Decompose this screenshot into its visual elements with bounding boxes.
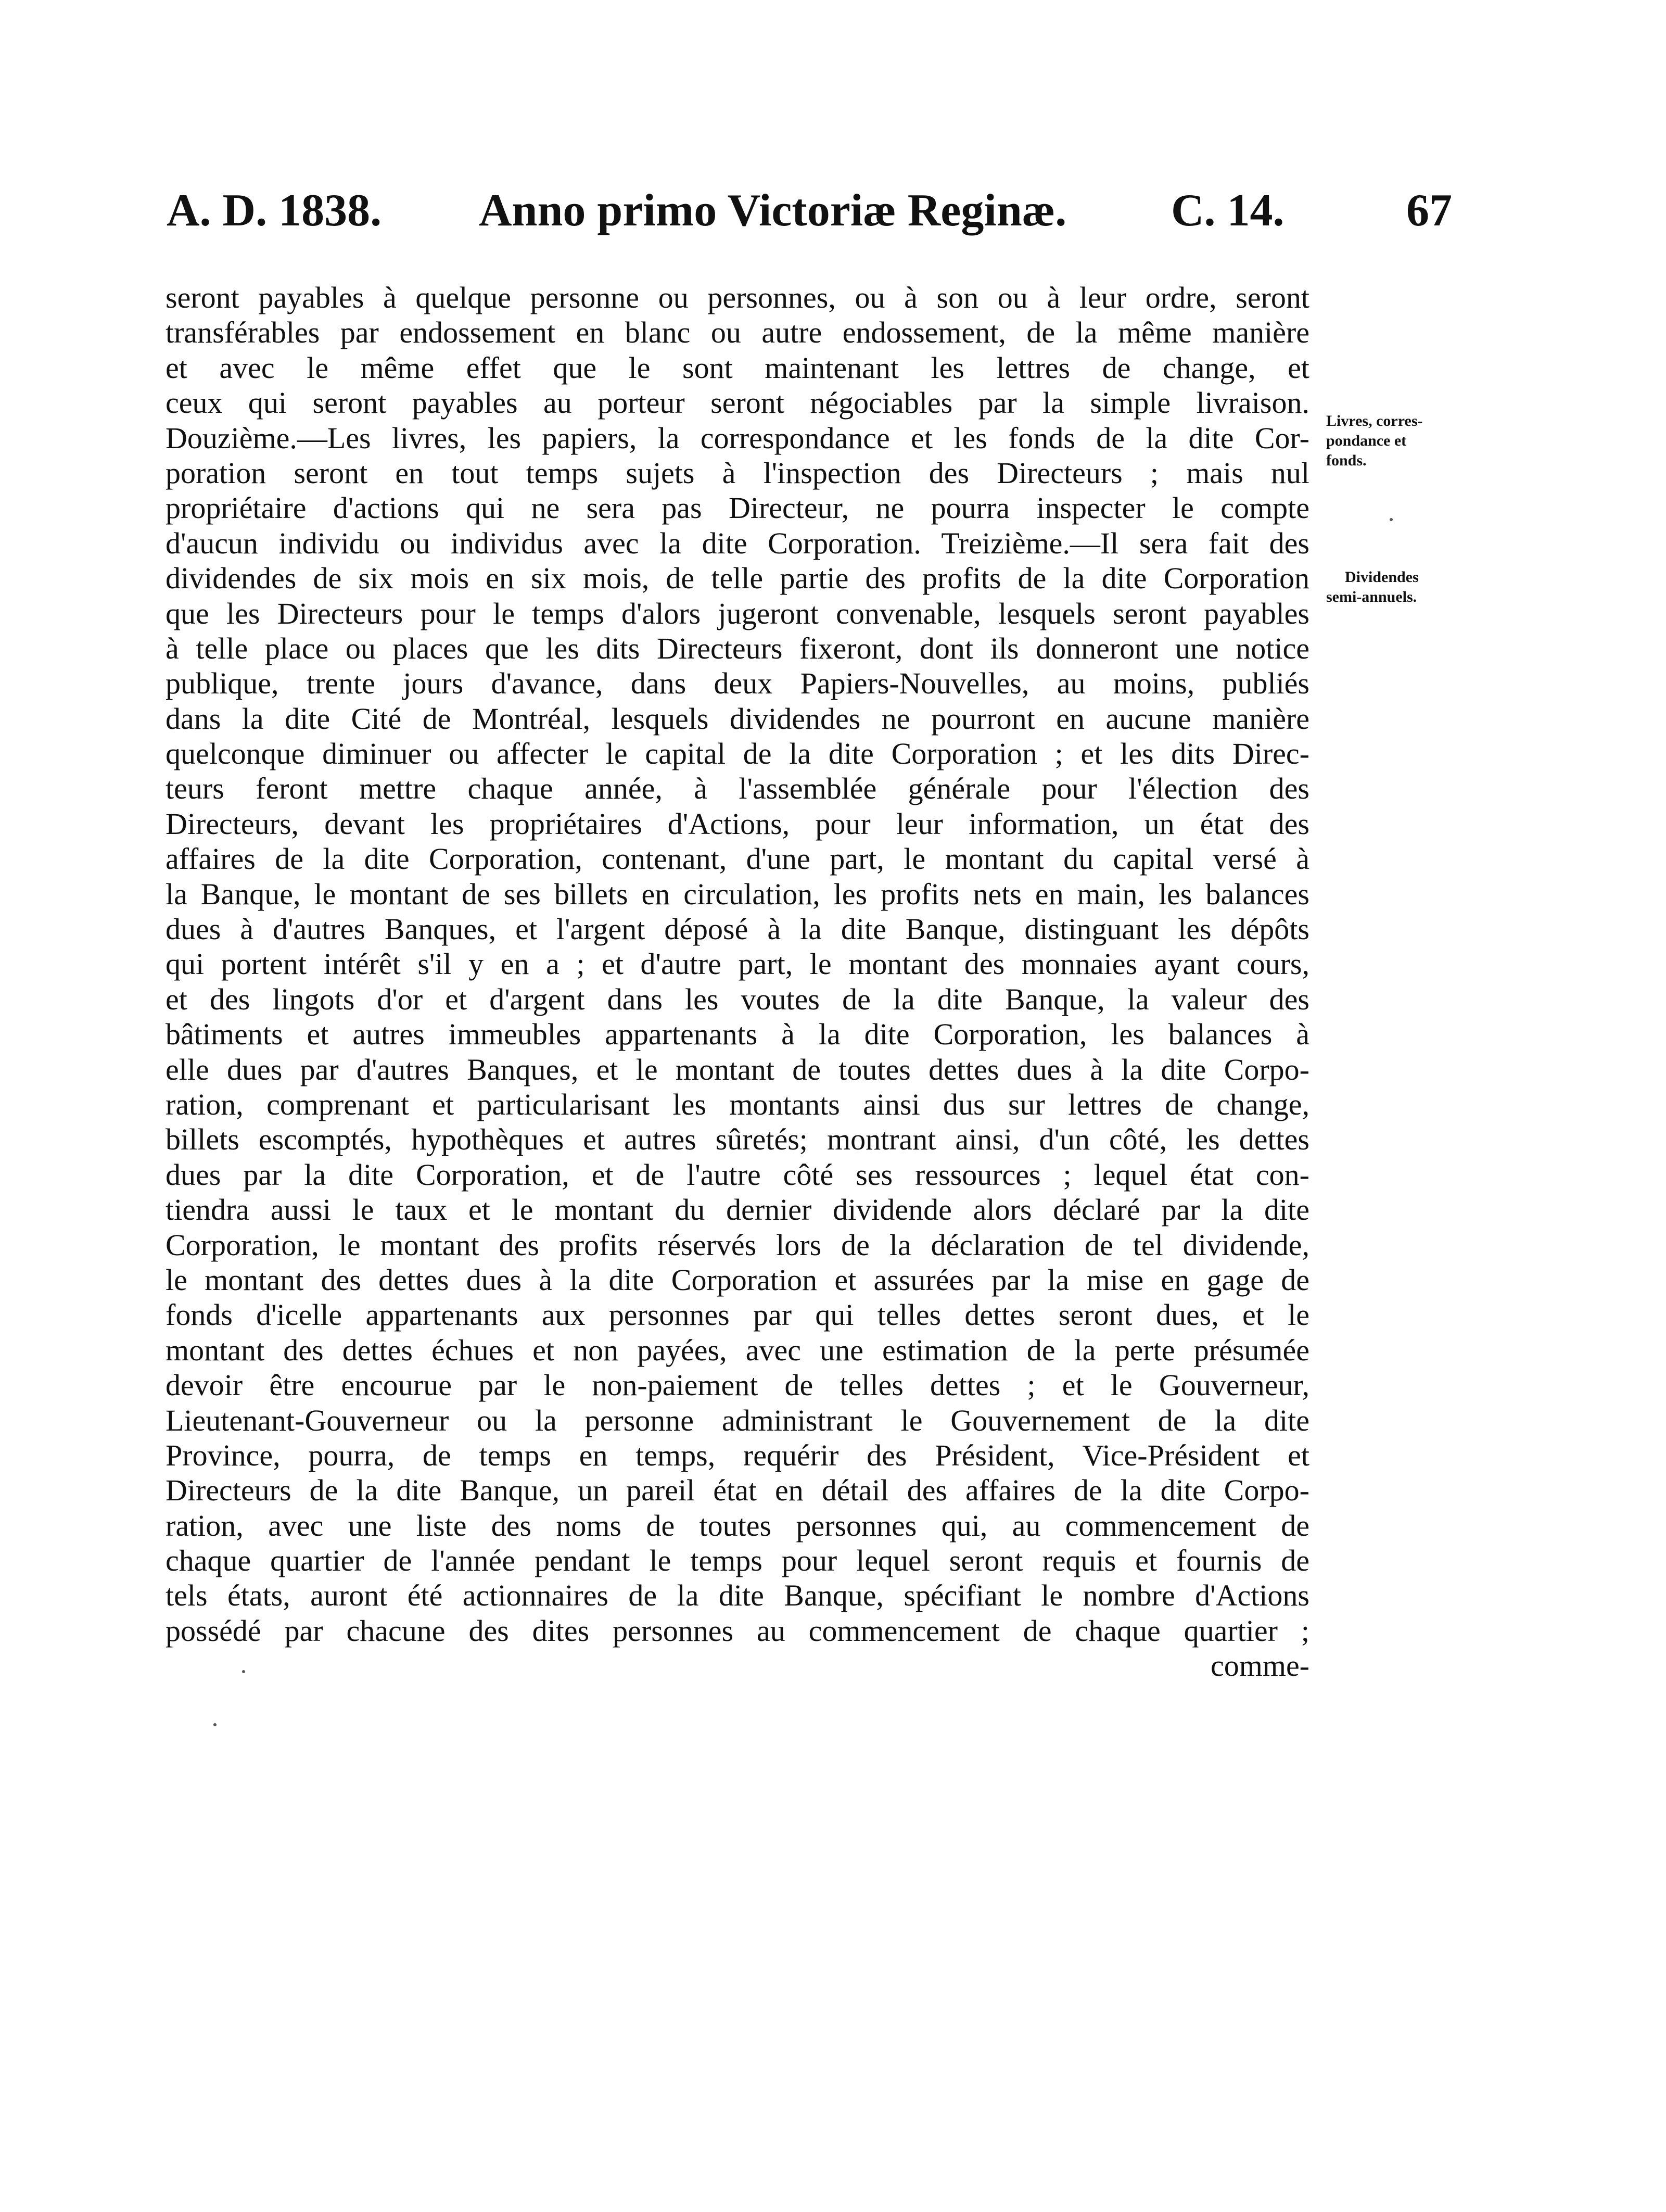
text-line: Lieutenant-Gouverneur ou la personne administrant le Gouvernement de la dite — [166, 1403, 1309, 1437]
text-line: la Banque, le montant de ses billets en circulation, les profits nets en main, les balances — [166, 877, 1309, 911]
text-line: montant des dettes échues et non payées, avec une estimation de la perte présumée — [166, 1333, 1309, 1367]
margin-note-line: Livres, corres- — [1326, 412, 1423, 429]
text-line: et des lingots d'or et d'argent dans les voutes de la dite Banque, la valeur des — [166, 982, 1309, 1016]
catchword: comme- — [1210, 1649, 1309, 1683]
text-line: ration, avec une liste des noms de toutes personnes qui, au commencement de — [166, 1508, 1309, 1543]
body-text — [166, 280, 1309, 1684]
text-line: dues par la dite Corporation, et de l'autre côté ses ressources ; lequel état con- — [166, 1157, 1309, 1192]
margin-note-dividendes — [1326, 567, 1480, 607]
text-line: tiendra aussi le taux et le montant du dernier dividende alors déclaré par la dite — [166, 1193, 1309, 1227]
text-line: Directeurs de la dite Banque, un pareil état en détail des affaires de la dite Corpo- — [166, 1473, 1309, 1508]
text-line: Douzième.—Les livres, les papiers, la correspondance et les fonds de la dite Cor- — [166, 421, 1309, 455]
text-line: transférables par endossement en blanc ou autre endossement, de la même manière — [166, 315, 1309, 350]
text-line: elle dues par d'autres Banques, et le montant de toutes dettes dues à la dite Corpo- — [166, 1052, 1309, 1086]
text-line: devoir être encourue par le non-paiement de telles dettes ; et le Gouverneur, — [166, 1368, 1309, 1402]
text-line: quelconque diminuer ou affecter le capital de la dite Corporation ; et les dits Direc- — [166, 737, 1309, 771]
running-head — [167, 182, 1452, 245]
print-speck — [213, 1723, 217, 1726]
margin-note-line: pondance et — [1326, 432, 1407, 449]
text-line: fonds d'icelle appartenants aux personnes par qui telles dettes seront dues, et le — [166, 1298, 1309, 1332]
margin-note-livres — [1326, 411, 1461, 471]
text-line: ration, comprenant et particularisant les montants ainsi dus sur lettres de change, — [166, 1087, 1309, 1121]
print-speck — [242, 1670, 245, 1673]
text-line: chaque quartier de l'année pendant le temps pour lequel seront requis et fournis de — [166, 1544, 1309, 1578]
print-speck — [1390, 518, 1393, 521]
running-head-chapter: C. 14. — [1171, 185, 1285, 236]
text-line: publique, trente jours d'avance, dans deux Papiers-Nouvelles, au moins, publiés — [166, 666, 1309, 701]
running-head-year: A. D. 1838. — [167, 185, 382, 236]
running-head-title: Anno primo Victoriæ Reginæ. — [479, 185, 1067, 236]
text-line: Corporation, le montant des profits réservés lors de la déclaration de tel dividende, — [166, 1228, 1309, 1262]
text-line: teurs feront mettre chaque année, à l'assemblée générale pour l'élection des — [166, 772, 1309, 806]
text-line: ceux qui seront payables au porteur seront négociables par la simple livraison. — [166, 386, 1309, 420]
margin-note-line: fonds. — [1326, 452, 1367, 469]
text-line: le montant des dettes dues à la dite Corporation et assurées par la mise en gage de — [166, 1262, 1309, 1297]
text-line: à telle place ou places que les dits Directeurs fixeront, dont ils donneront une notice — [166, 631, 1309, 665]
text-line: bâtiments et autres immeubles appartenants à la dite Corporation, les balances à — [166, 1017, 1309, 1052]
text-line: dividendes de six mois en six mois, de telle partie des profits de la dite Corporation — [166, 561, 1309, 596]
page-number: 67 — [1406, 185, 1452, 236]
text-line: tels états, auront été actionnaires de la dite Banque, spécifiant le nombre d'Actions — [166, 1578, 1309, 1613]
text-line: d'aucun individu ou individus avec la dite Corporation. Treizième.—Il sera fait des — [166, 526, 1309, 560]
text-line: possédé par chacune des dites personnes au commencement de chaque quartier ; — [166, 1613, 1309, 1648]
text-line: dans la dite Cité de Montréal, lesquels dividendes ne pourront en aucune manière — [166, 701, 1309, 736]
text-line: Directeurs, devant les propriétaires d'Actions, pour leur information, un état des — [166, 806, 1309, 841]
text-line: Province, pourra, de temps en temps, requérir des Président, Vice-Président et — [166, 1438, 1309, 1472]
text-line: poration seront en tout temps sujets à l'inspection des Directeurs ; mais nul — [166, 456, 1309, 490]
margin-note-line: semi-annuels. — [1326, 588, 1417, 605]
text-line: dues à d'autres Banques, et l'argent déposé à la dite Banque, distinguant les dépôts — [166, 912, 1309, 946]
text-line: seront payables à quelque personne ou personnes, ou à son ou à leur ordre, seront — [166, 281, 1309, 314]
text-line: affaires de la dite Corporation, contenant, d'une part, le montant du capital versé à — [166, 842, 1309, 876]
text-line: qui portent intérêt s'il y en a ; et d'autre part, le montant des monnaies ayant cours, — [166, 947, 1309, 981]
margin-note-line: Dividendes — [1345, 568, 1419, 586]
text-line: propriétaire d'actions qui ne sera pas Directeur, ne pourra inspecter le compte — [166, 491, 1309, 525]
text-line: et avec le même effet que le sont maintenant les lettres de change, et — [166, 350, 1309, 385]
text-line: que les Directeurs pour le temps d'alors jugeront convenable, lesquels seront payables — [166, 596, 1309, 630]
text-line: billets escomptés, hypothèques et autres sûretés; montrant ainsi, d'un côté, les dettes — [166, 1122, 1309, 1157]
